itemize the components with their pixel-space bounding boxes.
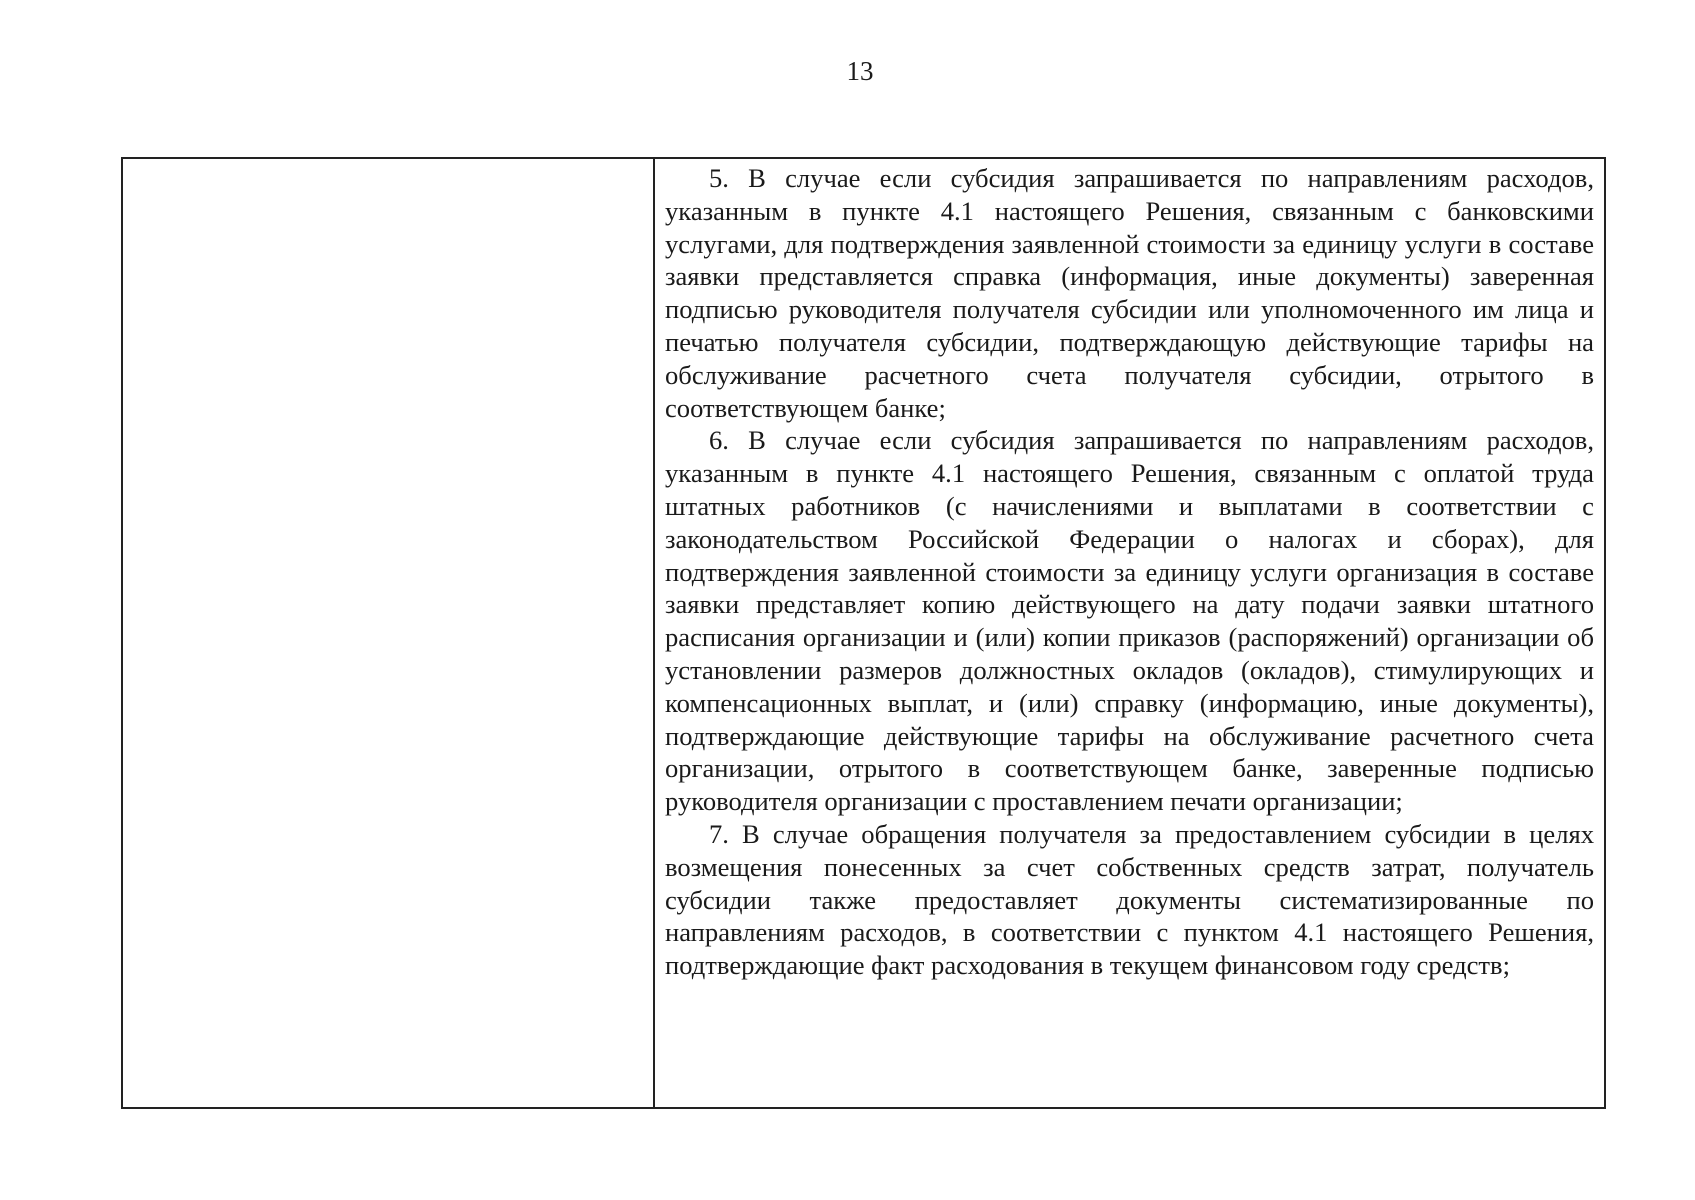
document-table: [121, 157, 1606, 1109]
page-number: 13: [846, 56, 874, 86]
paragraph-7: 7. В случае обращения получателя за предоставлением субсидии в целях возмещения понесенных за счет собственных средств затрат, получатель субсидии также предоставляет документы систематизированные по направлениям расходов, в соответствии с пунктом 4.1 настоящего Решения, подтверждающие факт расходования в текущем финансовом году средств;: [665, 818, 1594, 981]
table-right-cell: [655, 159, 1604, 1107]
table-left-cell: [123, 159, 655, 1107]
paragraph-6: 6. В случае если субсидия запрашивается по направлениям расходов, указанным в пункте 4.1 настоящего Решения, связанным с оплатой труда штатных работников (с начислениями и выплатами в соответствии с законодательством Российской Федерации о налогах и сборах), для подтверждения заявленной стоимости за единицу услуги организация в составе заявки представляет копию действующего на дату подачи заявки штатного расписания организации и (или) копии приказов (распоряжений) организации об установлении размеров должностных окладов (окладов), стимулирующих и компенсационных выплат, и (или) справку (информацию, иные документы), подтверждающие действующие тарифы на обслуживание расчетного счета организации, отрытого в соответствующем банке, заверенные подписью руководителя организации с проставлением печати организации;: [665, 425, 1594, 817]
paragraph-5: 5. В случае если субсидия запрашивается по направлениям расходов, указанным в пункте 4.1 настоящего Решения, связанным с банковскими услугами, для подтверждения заявленной стоимости за единицу услуги в составе заявки представляется справка (информация, иные документы) заверенная подписью руководителя получателя субсидии или уполномоченного им лица и печатью получателя субсидии, подтверждающую действующие тарифы на обслуживание расчетного счета получателя субсидии, отрытого в соответствующем банке;: [665, 163, 1594, 423]
